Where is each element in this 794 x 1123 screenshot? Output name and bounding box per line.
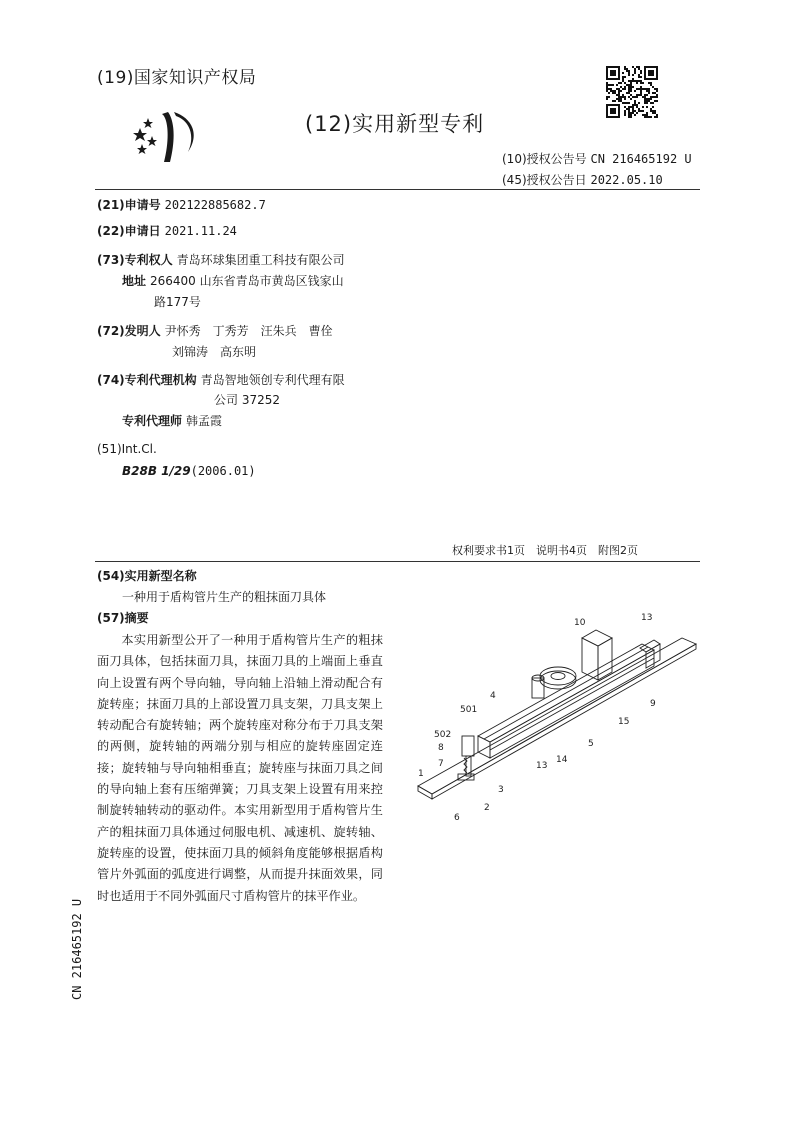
publication-number-label: (10)授权公告号 [502,152,587,166]
figure-label: 6 [454,813,460,823]
figure-label: 502 [434,730,452,740]
int-cl-label: (51)Int.Cl. [97,442,157,456]
figure-label: 7 [438,759,444,769]
int-cl [97,439,157,459]
application-date-value: 2021.11.24 [164,224,237,238]
inventors-line-1: 尹怀秀 丁秀芳 汪朱兵 曹佺 [164,324,333,338]
int-cl-code: B28B 1/29 [122,464,191,478]
publication-date [502,171,663,188]
patent-agency [97,370,345,390]
figure-label: 3 [498,785,504,795]
patent-agency-line-1: 青岛智地领创专利代理有限 [200,373,345,387]
abstract-label: (57)摘要 [97,611,149,625]
abstract-section [97,608,149,628]
figure-label: 10 [574,618,586,628]
publication-date-value: 2022.05.10 [590,173,663,187]
qr-code-icon [606,66,658,118]
figure-label: 501 [460,705,478,715]
application-number [97,195,266,215]
inventors [97,321,333,341]
figure-label: 8 [438,743,444,753]
address [122,271,344,291]
application-number-value: 202122885682.7 [164,198,266,212]
patent-agent [122,411,222,431]
patentee-label: (73)专利权人 [97,253,173,267]
int-cl-version: (2006.01) [190,464,256,478]
title-label: (54)实用新型名称 [97,569,197,583]
figure-label: 14 [556,755,568,765]
patent-agent-value: 韩孟霞 [186,414,223,428]
application-number-label: (21)申请号 [97,198,161,212]
patent-agency-line-2: 公司 37252 [214,393,280,407]
patent-agency-label: (74)专利代理机构 [97,373,197,387]
inventors-line-2: 刘锦涛 高东明 [172,345,257,359]
patent-agent-label: 专利代理师 [122,414,183,428]
figure-label: 15 [618,717,630,727]
publication-number [502,150,692,167]
document-type: (12)实用新型专利 [305,112,485,136]
inventors-label: (72)发明人 [97,324,161,338]
utility-model-title: 一种用于盾构管片生产的粗抹面刀具体 [122,590,327,604]
application-date-label: (22)申请日 [97,224,161,238]
figure-label: 13 [536,761,548,771]
title-section [97,566,197,586]
figure-labels [418,613,656,823]
figure-label: 4 [490,691,496,701]
address-label: 地址 [122,274,147,288]
patentee-value: 青岛环球集团重工科技有限公司 [176,253,345,267]
header-divider [95,189,700,190]
abstract-text: 本实用新型公开了一种用于盾构管片生产的粗抹面刀具体，包括抹面刀具，抹面刀具的上端面上垂直向上设置有两个导向轴，导向轴上沿轴上滑动配合有旋转座；抹面刀具的上部设置刀具支架，刀具支架上转动配合有旋转轴；两个旋转座对称分布于刀具支架的两侧，旋转轴的两端分别与相应的旋转座固定连接；旋转轴与导向轴相垂直；旋转座与抹面刀具之间的导向轴上套有压缩弹簧；刀具支架上设置有用来控制旋转轴转动的驱动件。本实用新型用于盾构管片生产的粗抹面刀具体通过伺服电机、减速机、旋转轴、旋转座的设置，使抹面刀具的倾斜角度能够根据盾构管片外弧面的弧度进行调整，从而提升抹面效果，同时也适用于不同外弧面尺寸盾构管片的抹平作业。 [97,633,383,903]
int-cl-classification [122,461,256,481]
address-line-1: 266400 山东省青岛市黄岛区钱家山 [150,274,344,288]
patentee [97,250,345,270]
figure-label: 1 [418,769,424,779]
publication-date-label: (45)授权公告日 [502,173,587,187]
side-publication-number: CN 216465192 U [70,898,84,1000]
figure-label: 2 [484,803,490,813]
figure-label: 9 [650,699,656,709]
publication-number-value: CN 216465192 U [590,152,692,166]
office-name: (19)国家知识产权局 [97,68,257,88]
figure-label: 5 [588,739,594,749]
application-date [97,221,237,241]
figure-label: 13 [641,613,653,623]
technical-drawing [410,608,710,828]
cnipa-logo-icon [130,108,205,166]
page-divider [95,561,700,562]
address-line-2: 路177号 [154,295,201,309]
page-counts: 权利要求书1页 说明书4页 附图2页 [452,544,638,557]
